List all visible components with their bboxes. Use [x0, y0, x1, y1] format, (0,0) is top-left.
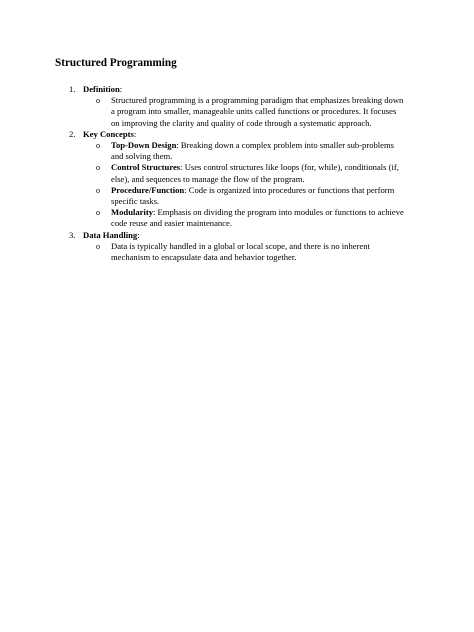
- document-page: [55, 56, 415, 263]
- item-text: : Code is organized into procedures or functions that perform specific tasks.: [111, 184, 395, 207]
- section-definition: [55, 84, 415, 129]
- item-text: : Uses control structures like loops (for, while), conditionals (if, else), and sequences to manage the flow of the program.: [111, 162, 399, 184]
- heading-colon: :: [137, 229, 140, 240]
- list-item: [55, 207, 407, 229]
- bullet-icon: o: [96, 141, 100, 151]
- section-heading-text: Definition: [83, 84, 120, 94]
- list-item: [55, 140, 407, 162]
- section-number: 3.: [69, 229, 76, 240]
- section-number: 1.: [69, 84, 76, 94]
- item-text: Data is typically handled in a global or local scope, and there is no inherent mechanism to encapsulate data and behavior together.: [111, 240, 370, 263]
- bullet-icon: o: [96, 163, 100, 173]
- item-term: Procedure/Function: [111, 184, 185, 195]
- section-heading: [83, 84, 415, 95]
- heading-colon: :: [119, 84, 123, 94]
- section-key-concepts: [55, 129, 415, 230]
- section-item-list: [55, 140, 415, 230]
- section-item-list: [55, 95, 415, 129]
- section-heading-text: Data Handling: [83, 229, 138, 240]
- item-text: : Emphasis on dividing the program into modules or functions to achieve code reuse and easier maintenance.: [111, 207, 404, 229]
- item-term: Top-Down Design: [111, 140, 177, 151]
- list-item: [55, 162, 407, 184]
- item-text: : Breaking down a complex problem into smaller sub-problems and solving them.: [111, 140, 395, 162]
- list-item: [55, 95, 407, 129]
- bullet-icon: o: [96, 241, 100, 251]
- section-heading: [83, 129, 415, 140]
- section-item-list: [55, 241, 415, 263]
- item-term: Control Structures: [111, 162, 181, 173]
- list-item: [55, 241, 407, 263]
- bullet-icon: o: [96, 96, 100, 106]
- section-data-handling: [55, 230, 415, 264]
- document-title: Structured Programming: [55, 57, 177, 69]
- item-term: Modularity: [111, 207, 154, 218]
- heading-colon: :: [133, 128, 137, 139]
- list-item: [55, 185, 407, 207]
- section-heading: [83, 230, 415, 241]
- item-text: Structured programming is a programming paradigm that emphasizes breaking down a program into smaller, manageable units called functions or procedures. It focuses on improving the clarity and quality of code through a systematic approach.: [111, 95, 404, 128]
- section-number: 2.: [69, 128, 76, 139]
- bullet-icon: o: [96, 208, 100, 218]
- section-heading-text: Key Concepts: [83, 128, 134, 139]
- bullet-icon: o: [96, 185, 100, 195]
